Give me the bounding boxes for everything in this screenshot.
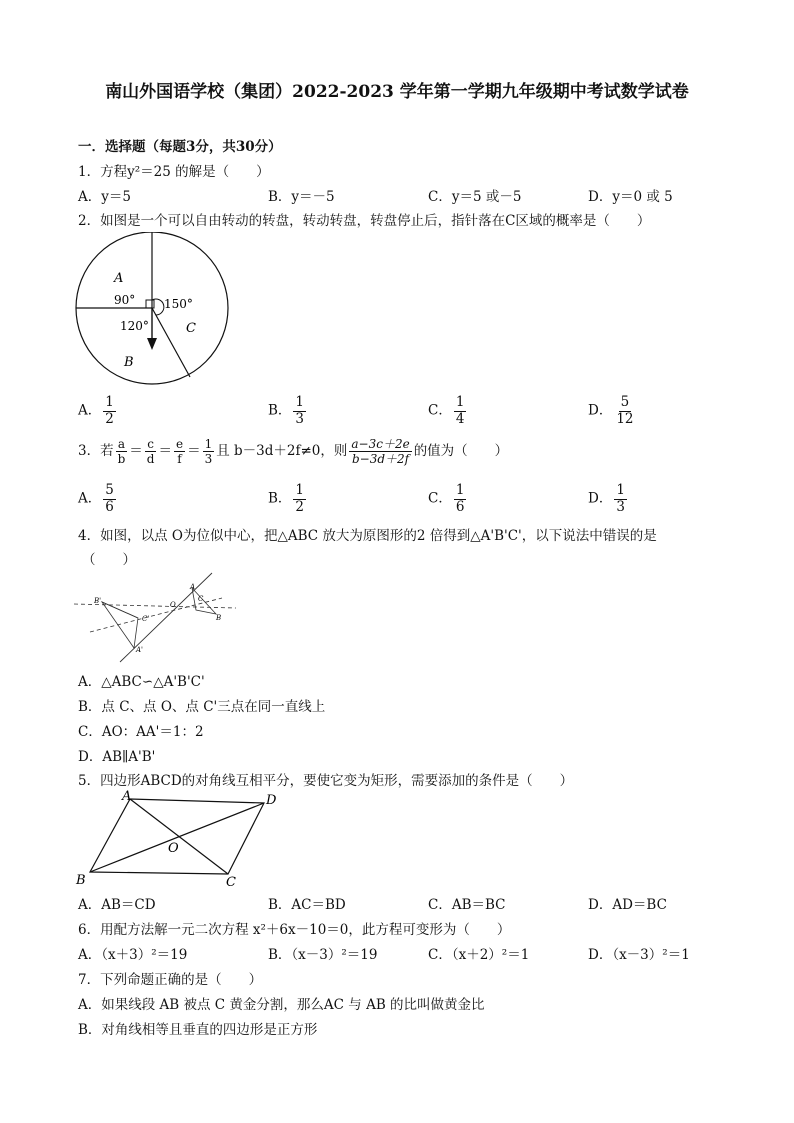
point-b-prime: B' bbox=[94, 597, 102, 605]
angle-label-c: 150° bbox=[164, 297, 193, 311]
triangle-abc-prime bbox=[102, 602, 138, 648]
q6-option-d: D．（x－3）²＝1 bbox=[588, 947, 690, 963]
angle-label-a: 90° bbox=[114, 293, 136, 307]
q1-option-c: C．y＝5 或－5 bbox=[428, 189, 522, 205]
q2-stem: 2．如图是一个可以自由转动的转盘，转动转盘，转盘停止后，指针落在C区域的概率是（ ） bbox=[78, 213, 651, 229]
vertex-a: A bbox=[122, 790, 132, 804]
q2-option-b: B． $\frac{1}{3}$ bbox=[268, 394, 305, 427]
q3-option-b: B． $\frac{1}{2}$ bbox=[268, 482, 305, 515]
q3-option-a: A． $\frac{5}{6}$ bbox=[78, 482, 114, 515]
q4-stem: 4．如图，以点 O为位似中心，把△ABC 放大为原图形的2 倍得到△A'B'C'，以下说法中错误的是 bbox=[78, 528, 657, 544]
line-aa bbox=[120, 573, 212, 662]
q4-option-c: C．AO：AA'＝1：2 bbox=[78, 724, 204, 740]
section-heading: 一．选择题（每题3分，共30分） bbox=[78, 139, 282, 155]
diagonal-bd bbox=[90, 803, 264, 872]
q4-option-a: A．△ABC∽△A'B'C' bbox=[78, 674, 205, 690]
angle-label-b: 120° bbox=[120, 319, 149, 333]
q5-stem: 5．四边形ABCD的对角线互相平分，要使它变为矩形，需要添加的条件是（ ） bbox=[78, 773, 574, 789]
label-a: A bbox=[114, 271, 124, 286]
q6-option-c: C．（x＋2）²＝1 bbox=[428, 947, 530, 963]
q7-option-a: A．如果线段 AB 被点 C 黄金分割，那么AC 与 AB 的比叫做黄金比 bbox=[78, 997, 485, 1013]
q3-option-c: C． $\frac{1}{6}$ bbox=[428, 482, 465, 515]
right-angle-mark bbox=[146, 300, 154, 308]
point-a-prime: A' bbox=[136, 646, 143, 654]
q5-option-c: C．AB＝BC bbox=[428, 897, 506, 913]
homothety-figure bbox=[70, 570, 240, 665]
q1-option-d: D．y＝0 或 5 bbox=[588, 189, 673, 205]
spinner-radius-lower bbox=[152, 308, 190, 377]
q1-stem: 1．方程y²＝25 的解是（ ） bbox=[78, 164, 270, 180]
q6-option-b: B．（x－3）²＝19 bbox=[268, 947, 378, 963]
q5-option-b: B．AC＝BD bbox=[268, 897, 346, 913]
q4-stem-cont: （ ） bbox=[82, 552, 136, 568]
parallelogram-abcd bbox=[90, 799, 264, 874]
vertex-d: D bbox=[266, 793, 277, 808]
parallelogram-figure bbox=[72, 790, 287, 890]
q2-option-c: C． $\frac{1}{4}$ bbox=[428, 394, 465, 427]
q4-option-d: D．AB∥A'B' bbox=[78, 749, 156, 765]
point-a: A bbox=[190, 583, 196, 591]
q7-option-b: B．对角线相等且垂直的四边形是正方形 bbox=[78, 1022, 318, 1038]
q1-option-a: A．y＝5 bbox=[78, 189, 131, 205]
q6-option-a: A．（x＋3）²＝19 bbox=[78, 947, 188, 963]
vertex-c: C bbox=[226, 875, 236, 890]
q7-stem: 7．下列命题正确的是（ ） bbox=[78, 972, 263, 988]
label-b: B bbox=[124, 355, 134, 370]
label-c: C bbox=[186, 321, 196, 336]
point-c: C bbox=[198, 595, 204, 603]
q4-option-b: B．点 C、点 O、点 C'三点在同一直线上 bbox=[78, 699, 326, 715]
q5-option-a: A．AB＝CD bbox=[78, 897, 156, 913]
pointer-arrow-icon bbox=[147, 338, 157, 350]
q1-option-b: B．y＝－5 bbox=[268, 189, 335, 205]
point-b: B bbox=[216, 614, 222, 622]
page-title: 南山外国语学校（集团）2022-2023 学年第一学期九年级期中考试数学试卷 bbox=[105, 82, 689, 102]
point-o: O bbox=[170, 601, 176, 609]
q2-option-d: D． $\frac{5}{12}$ bbox=[588, 394, 634, 427]
center-o: O bbox=[168, 841, 179, 856]
spinner-figure bbox=[70, 232, 240, 392]
q3-stem: 3．若 $\frac{a}{b}$ ＝ $\frac{c}{d}$ ＝ $\frac{e}{f}$ ＝ $\frac{1}{3}$ 且 b－3d＋2f≠0，则 $\frac{a-3c+2e}{b-3d+2f}$ 的值为（ ） bbox=[78, 437, 509, 466]
point-c-prime: C' bbox=[142, 615, 150, 623]
triangle-abc bbox=[192, 588, 216, 614]
q3-option-d: D． $\frac{1}{3}$ bbox=[588, 482, 625, 515]
vertex-b: B bbox=[76, 873, 86, 888]
q2-option-a: A． $\frac{1}{2}$ bbox=[78, 394, 114, 427]
q6-stem: 6．用配方法解一元二次方程 x²＋6x－10＝0，此方程可变形为（ ） bbox=[78, 922, 511, 938]
q5-option-d: D．AD＝BC bbox=[588, 897, 667, 913]
